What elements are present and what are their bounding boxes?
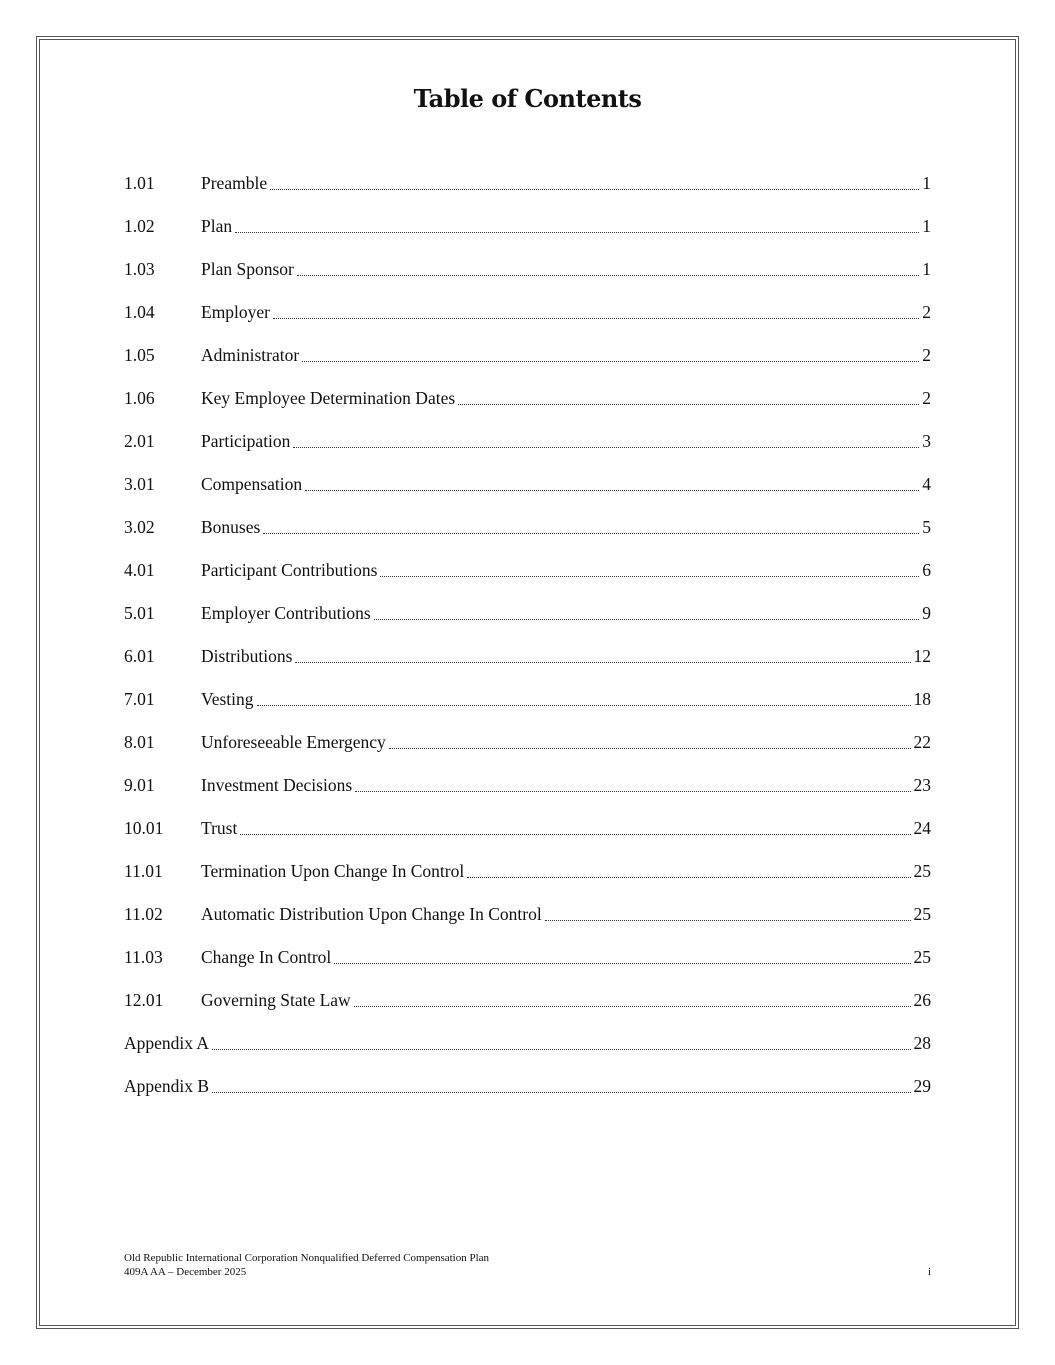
toc-section-title: Plan Sponsor	[201, 259, 294, 279]
toc-entry[interactable]	[124, 893, 931, 936]
footer-version: 409A AA – December 2025	[124, 1266, 247, 1278]
toc-entry[interactable]	[124, 334, 931, 377]
toc-entry[interactable]	[124, 807, 931, 850]
toc-page-number: 3	[922, 431, 931, 451]
toc-dot-leader	[458, 404, 919, 405]
toc-section-number: 10.01	[124, 818, 164, 838]
toc-entry[interactable]	[124, 936, 931, 979]
toc-page-number: 2	[922, 302, 931, 322]
toc-section-number: 3.02	[124, 517, 155, 537]
toc-dot-leader	[270, 189, 919, 190]
toc-page-number: 25	[913, 861, 931, 881]
toc-page-number: 26	[913, 990, 931, 1010]
toc-appendix-title: Appendix B	[124, 1076, 210, 1096]
toc-section-number: 4.01	[124, 560, 155, 580]
toc-dot-leader	[302, 361, 919, 362]
toc-section-number: 1.02	[124, 216, 155, 236]
footer-plan-name: Old Republic International Corporation Nonqualified Deferred Compensation Plan	[124, 1252, 490, 1264]
toc-page-number: 2	[922, 345, 931, 365]
toc-dot-leader	[389, 748, 911, 749]
toc-page-number: 1	[922, 259, 931, 279]
toc-entry[interactable]	[124, 850, 931, 893]
toc-dot-leader	[235, 232, 919, 233]
toc-section-title: Investment Decisions	[201, 775, 353, 795]
toc-appendix-entry[interactable]	[124, 1022, 931, 1065]
footer-page-number: i	[927, 1266, 931, 1278]
toc-section-title: Participant Contributions	[201, 560, 378, 580]
toc-section-number: 7.01	[124, 689, 155, 709]
toc-section-number: 11.03	[124, 947, 163, 967]
toc-section-title: Preamble	[201, 173, 268, 193]
toc-dot-leader	[467, 877, 910, 878]
toc-page-number: 25	[913, 904, 931, 924]
toc-section-title: Employer	[201, 302, 271, 322]
toc-page-number: 4	[922, 474, 931, 494]
toc-entry[interactable]	[124, 205, 931, 248]
toc-section-title: Trust	[201, 818, 238, 838]
toc-dot-leader	[273, 318, 919, 319]
toc-section-number: 1.01	[124, 173, 155, 193]
toc-section-title: Termination Upon Change In Control	[201, 861, 465, 881]
toc-dot-leader	[212, 1092, 910, 1093]
toc-dot-leader	[295, 662, 910, 663]
toc-entry[interactable]	[124, 291, 931, 334]
toc-entry[interactable]	[124, 635, 931, 678]
toc-entry[interactable]	[124, 506, 931, 549]
toc-page-number: 2	[922, 388, 931, 408]
toc-section-number: 11.01	[124, 861, 163, 881]
toc-page-number: 22	[913, 732, 931, 752]
toc-dot-leader	[374, 619, 920, 620]
footer	[124, 1251, 931, 1279]
toc-section-title: Employer Contributions	[201, 603, 371, 623]
toc-entry[interactable]	[124, 678, 931, 721]
toc-section-number: 3.01	[124, 474, 155, 494]
toc-page-number: 5	[922, 517, 931, 537]
toc-section-number: 12.01	[124, 990, 164, 1010]
toc-section-number: 11.02	[124, 904, 163, 924]
toc-section-number: 5.01	[124, 603, 155, 623]
toc-section-title: Bonuses	[201, 517, 261, 537]
toc-section-title: Automatic Distribution Upon Change In Control	[201, 904, 542, 924]
toc-dot-leader	[380, 576, 919, 577]
toc-dot-leader	[354, 1006, 911, 1007]
toc-section-number: 2.01	[124, 431, 155, 451]
toc-section-title: Compensation	[201, 474, 303, 494]
toc-section-title: Plan	[201, 216, 233, 236]
toc-appendix-entry[interactable]	[124, 1065, 931, 1108]
page-title: Table of Contents	[413, 84, 642, 113]
toc-page-number: 23	[913, 775, 931, 795]
toc-dot-leader	[355, 791, 910, 792]
toc-entry[interactable]	[124, 377, 931, 420]
toc-dot-leader	[305, 490, 919, 491]
toc-entry[interactable]	[124, 420, 931, 463]
toc-dot-leader	[240, 834, 910, 835]
toc-page-number: 29	[913, 1076, 931, 1096]
toc-page-number: 1	[922, 173, 931, 193]
toc-section-number: 1.05	[124, 345, 155, 365]
toc-section-title: Change In Control	[201, 947, 332, 967]
toc-dot-leader	[293, 447, 919, 448]
toc-page-number: 6	[922, 560, 931, 580]
toc-page-number: 24	[913, 818, 931, 838]
toc-page-number: 1	[922, 216, 931, 236]
toc-page-number: 9	[922, 603, 931, 623]
toc-page-number: 28	[913, 1033, 931, 1053]
toc-entry[interactable]	[124, 979, 931, 1022]
toc-section-title: Unforeseeable Emergency	[201, 732, 386, 752]
toc-entry[interactable]	[124, 721, 931, 764]
toc-section-number: 1.04	[124, 302, 155, 322]
toc-section-number: 1.03	[124, 259, 155, 279]
toc-entry[interactable]	[124, 463, 931, 506]
toc-dot-leader	[263, 533, 919, 534]
toc-section-title: Participation	[201, 431, 291, 451]
toc-entry[interactable]	[124, 764, 931, 807]
toc-page-number: 25	[913, 947, 931, 967]
toc-section-number: 6.01	[124, 646, 155, 666]
toc-section-title: Administrator	[201, 345, 300, 365]
toc-section-number: 9.01	[124, 775, 155, 795]
toc-appendix-title: Appendix A	[124, 1033, 210, 1053]
toc-section-title: Vesting	[201, 689, 254, 709]
table-of-contents	[124, 162, 931, 1108]
toc-section-title: Governing State Law	[201, 990, 351, 1010]
toc-section-title: Distributions	[201, 646, 293, 666]
toc-page-number: 18	[913, 689, 931, 709]
toc-entry[interactable]	[124, 549, 931, 592]
toc-dot-leader	[297, 275, 919, 276]
toc-page-number: 12	[913, 646, 931, 666]
toc-entry[interactable]	[124, 592, 931, 635]
toc-entry[interactable]	[124, 162, 931, 205]
toc-dot-leader	[257, 705, 911, 706]
toc-dot-leader	[334, 963, 910, 964]
toc-section-number: 8.01	[124, 732, 155, 752]
toc-section-number: 1.06	[124, 388, 155, 408]
toc-entry[interactable]	[124, 248, 931, 291]
toc-section-title: Key Employee Determination Dates	[201, 388, 456, 408]
toc-dot-leader	[545, 920, 911, 921]
toc-dot-leader	[212, 1049, 910, 1050]
